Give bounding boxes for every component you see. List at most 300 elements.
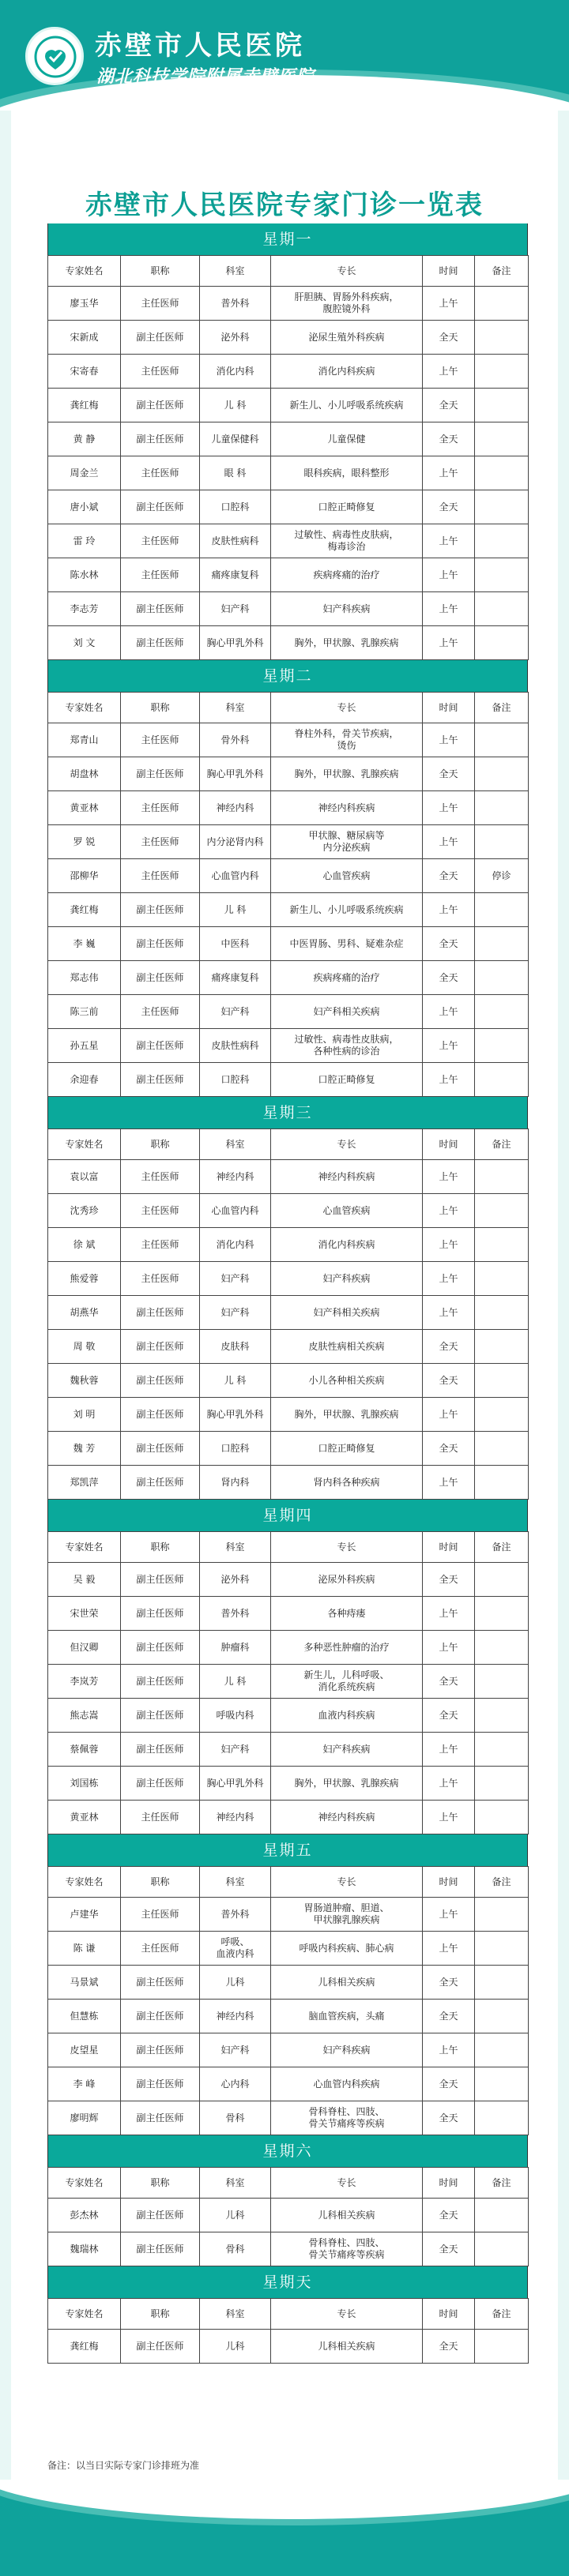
table-cell: 主任医师 <box>121 1801 200 1834</box>
table-row <box>48 2232 529 2266</box>
table-cell <box>475 1262 529 1296</box>
table-cell: 副主任医师 <box>121 1665 200 1699</box>
table-cell: 主任医师 <box>121 287 200 321</box>
table-cell: 主任医师 <box>121 995 200 1029</box>
day-heading: 星期六 <box>47 2135 528 2167</box>
table-cell: 黄亚林 <box>48 1801 121 1834</box>
table-cell <box>475 1432 529 1466</box>
table-cell: 神经内科 <box>200 1801 271 1834</box>
table-cell: 全天 <box>423 961 475 995</box>
table-cell <box>475 592 529 626</box>
table-cell: 皮肤科 <box>200 1330 271 1364</box>
table-cell <box>475 2067 529 2101</box>
day-heading: 星期五 <box>47 1834 528 1866</box>
footnote: 备注：以当日实际专家门诊排班为准 <box>47 2460 200 2471</box>
table-row <box>48 1966 529 2000</box>
table-cell: 新生儿、小儿呼吸系统疾病 <box>271 893 423 927</box>
table-cell: 上午 <box>423 558 475 592</box>
table-row <box>48 859 529 893</box>
table-cell: 郑志伟 <box>48 961 121 995</box>
table-cell <box>475 524 529 558</box>
table-cell: 主任医师 <box>121 1932 200 1966</box>
column-header: 科室 <box>200 2299 271 2330</box>
table-cell: 孙五星 <box>48 1029 121 1063</box>
table-cell <box>475 490 529 524</box>
table-cell: 副主任医师 <box>121 2000 200 2033</box>
table-cell: 上午 <box>423 1160 475 1194</box>
table-cell: 全天 <box>423 321 475 355</box>
column-header: 专长 <box>271 1129 423 1160</box>
table-row <box>48 1699 529 1733</box>
table-cell: 全天 <box>423 927 475 961</box>
table-cell: 主任医师 <box>121 825 200 859</box>
table-cell: 龚红梅 <box>48 389 121 422</box>
column-header: 专长 <box>271 256 423 287</box>
table-row <box>48 1631 529 1665</box>
table-cell <box>475 626 529 660</box>
table-cell: 妇产科 <box>200 1296 271 1330</box>
table-cell: 神经内科 <box>200 791 271 825</box>
table-cell: 副主任医师 <box>121 2199 200 2232</box>
table-cell: 小儿各种相关疾病 <box>271 1364 423 1398</box>
table-cell: 上午 <box>423 1063 475 1097</box>
table-cell: 上午 <box>423 1194 475 1228</box>
table-cell: 泌外科 <box>200 1563 271 1597</box>
table-cell: 心血管疾病 <box>271 859 423 893</box>
table-cell: 陈三前 <box>48 995 121 1029</box>
table-cell: 妇产科 <box>200 1262 271 1296</box>
table-cell <box>475 422 529 456</box>
table-row <box>48 1563 529 1597</box>
table-cell: 龚红梅 <box>48 893 121 927</box>
table-cell: 全天 <box>423 2101 475 2135</box>
schedule-table <box>47 2298 529 2364</box>
table-cell: 上午 <box>423 825 475 859</box>
table-cell <box>475 927 529 961</box>
table-cell: 上午 <box>423 1733 475 1767</box>
column-header: 时间 <box>423 1532 475 1563</box>
column-header: 职称 <box>121 256 200 287</box>
column-header: 职称 <box>121 1129 200 1160</box>
table-header-row <box>48 2168 529 2199</box>
table-cell: 上午 <box>423 1296 475 1330</box>
table-cell: 妇产科疾病 <box>271 2033 423 2067</box>
column-header: 专长 <box>271 2299 423 2330</box>
column-header: 时间 <box>423 693 475 723</box>
table-cell: 副主任医师 <box>121 757 200 791</box>
table-cell <box>475 1228 529 1262</box>
table-cell: 宋世荣 <box>48 1597 121 1631</box>
table-cell: 神经内科 <box>200 2000 271 2033</box>
table-cell <box>475 1932 529 1966</box>
table-row <box>48 389 529 422</box>
table-cell: 龚红梅 <box>48 2330 121 2364</box>
column-header: 专长 <box>271 693 423 723</box>
table-cell: 妇产科 <box>200 592 271 626</box>
table-cell: 彭杰林 <box>48 2199 121 2232</box>
table-row <box>48 1262 529 1296</box>
table-cell: 熊爱蓉 <box>48 1262 121 1296</box>
day-heading: 星期天 <box>47 2266 528 2298</box>
table-cell <box>475 1801 529 1834</box>
table-cell: 全天 <box>423 1330 475 1364</box>
table-cell: 全天 <box>423 1699 475 1733</box>
page-title: 赤壁市人民医院专家门诊一览表 <box>85 190 484 221</box>
table-cell <box>475 389 529 422</box>
column-header: 时间 <box>423 2299 475 2330</box>
table-cell: 魏 芳 <box>48 1432 121 1466</box>
table-cell: 胸心甲乳外科 <box>200 757 271 791</box>
table-cell: 儿 科 <box>200 1665 271 1699</box>
table-cell: 主任医师 <box>121 1160 200 1194</box>
table-cell: 妇产科相关疾病 <box>271 1296 423 1330</box>
column-header: 专家姓名 <box>48 1867 121 1898</box>
table-cell: 儿童保健科 <box>200 422 271 456</box>
column-header: 职称 <box>121 2168 200 2199</box>
table-row <box>48 490 529 524</box>
table-cell: 廖明辉 <box>48 2101 121 2135</box>
table-cell: 中医胃肠、男科、疑难杂症 <box>271 927 423 961</box>
table-cell: 副主任医师 <box>121 961 200 995</box>
table-row <box>48 558 529 592</box>
column-header: 科室 <box>200 2168 271 2199</box>
table-cell: 徐 斌 <box>48 1228 121 1262</box>
column-header: 职称 <box>121 2299 200 2330</box>
table-cell: 黄亚林 <box>48 791 121 825</box>
table-cell: 全天 <box>423 1563 475 1597</box>
table-cell <box>475 893 529 927</box>
table-cell: 痛疼康复科 <box>200 961 271 995</box>
table-cell: 全天 <box>423 2067 475 2101</box>
table-cell: 胃肠道肿瘤、胆道、 甲状腺乳腺疾病 <box>271 1898 423 1932</box>
table-cell: 胸外，甲状腺、乳腺疾病 <box>271 1767 423 1801</box>
table-cell: 副主任医师 <box>121 1966 200 2000</box>
column-header: 职称 <box>121 1867 200 1898</box>
table-cell: 全天 <box>423 757 475 791</box>
table-cell: 儿 科 <box>200 389 271 422</box>
table-cell: 上午 <box>423 1932 475 1966</box>
table-cell: 妇产科 <box>200 2033 271 2067</box>
column-header: 科室 <box>200 693 271 723</box>
schedule-table <box>47 1531 529 1834</box>
table-cell: 上午 <box>423 1466 475 1500</box>
table-cell: 李 峰 <box>48 2067 121 2101</box>
schedule-tables <box>47 223 528 2364</box>
table-cell: 主任医师 <box>121 558 200 592</box>
column-header: 科室 <box>200 256 271 287</box>
column-header: 时间 <box>423 256 475 287</box>
table-header-row <box>48 256 529 287</box>
column-header: 专家姓名 <box>48 1129 121 1160</box>
table-cell <box>475 1898 529 1932</box>
table-cell: 心血管疾病 <box>271 1194 423 1228</box>
table-cell: 儿 科 <box>200 893 271 927</box>
table-cell: 雷 玲 <box>48 524 121 558</box>
table-cell <box>475 1160 529 1194</box>
schedule-table <box>47 255 529 660</box>
table-cell: 全天 <box>423 422 475 456</box>
table-cell: 甲状腺、糖尿病等 内分泌疾病 <box>271 825 423 859</box>
table-cell: 全天 <box>423 1966 475 2000</box>
table-cell: 消化内科疾病 <box>271 1228 423 1262</box>
table-cell <box>475 1699 529 1733</box>
table-cell: 普外科 <box>200 1597 271 1631</box>
table-cell <box>475 2101 529 2135</box>
table-cell <box>475 558 529 592</box>
column-header: 备注 <box>475 1867 529 1898</box>
table-row <box>48 1932 529 1966</box>
table-cell <box>475 1563 529 1597</box>
column-header: 专长 <box>271 1532 423 1563</box>
column-header: 专长 <box>271 1867 423 1898</box>
table-cell: 上午 <box>423 723 475 757</box>
table-cell: 上午 <box>423 2033 475 2067</box>
table-cell <box>475 1330 529 1364</box>
table-cell: 妇产科 <box>200 995 271 1029</box>
table-cell: 副主任医师 <box>121 2232 200 2266</box>
table-cell: 副主任医师 <box>121 1699 200 1733</box>
table-cell: 皮肤性病科 <box>200 524 271 558</box>
table-cell: 黄 静 <box>48 422 121 456</box>
schedule-table <box>47 1128 529 1500</box>
table-cell: 余迎春 <box>48 1063 121 1097</box>
table-cell: 副主任医师 <box>121 2033 200 2067</box>
table-row <box>48 825 529 859</box>
schedule-table <box>47 692 529 1097</box>
table-cell <box>475 995 529 1029</box>
table-row <box>48 995 529 1029</box>
table-cell: 全天 <box>423 859 475 893</box>
table-cell: 副主任医师 <box>121 389 200 422</box>
table-cell: 新生儿，儿科呼吸、 消化系统疾病 <box>271 1665 423 1699</box>
table-cell: 宋寄春 <box>48 355 121 389</box>
table-cell: 宋新成 <box>48 321 121 355</box>
table-row <box>48 2000 529 2033</box>
table-row <box>48 2067 529 2101</box>
table-cell: 全天 <box>423 389 475 422</box>
table-cell: 儿童保健 <box>271 422 423 456</box>
table-cell: 上午 <box>423 1767 475 1801</box>
table-header-row <box>48 1129 529 1160</box>
table-cell: 副主任医师 <box>121 893 200 927</box>
table-cell: 主任医师 <box>121 1898 200 1932</box>
table-row <box>48 1898 529 1932</box>
table-row <box>48 1194 529 1228</box>
table-cell <box>475 321 529 355</box>
table-cell <box>475 1466 529 1500</box>
table-cell: 副主任医师 <box>121 2330 200 2364</box>
table-row <box>48 1364 529 1398</box>
table-cell: 神经内科疾病 <box>271 1801 423 1834</box>
table-cell: 心血管内科 <box>200 1194 271 1228</box>
table-row <box>48 1330 529 1364</box>
table-cell: 副主任医师 <box>121 1330 200 1364</box>
table-cell: 肿瘤科 <box>200 1631 271 1665</box>
table-cell: 上午 <box>423 893 475 927</box>
table-row <box>48 592 529 626</box>
table-cell <box>475 1665 529 1699</box>
table-cell: 唐小斌 <box>48 490 121 524</box>
table-cell: 骨外科 <box>200 723 271 757</box>
table-cell: 副主任医师 <box>121 1364 200 1398</box>
table-cell: 上午 <box>423 1228 475 1262</box>
table-row <box>48 456 529 490</box>
table-cell: 口腔科 <box>200 490 271 524</box>
table-cell <box>475 456 529 490</box>
table-row <box>48 287 529 321</box>
table-cell: 消化内科 <box>200 355 271 389</box>
table-cell: 上午 <box>423 524 475 558</box>
table-cell: 主任医师 <box>121 456 200 490</box>
day-heading: 星期一 <box>47 223 528 255</box>
table-cell: 皮肤性病相关疾病 <box>271 1330 423 1364</box>
table-cell: 主任医师 <box>121 791 200 825</box>
table-cell: 陈 谦 <box>48 1932 121 1966</box>
table-cell: 主任医师 <box>121 723 200 757</box>
table-cell: 心血管内科疾病 <box>271 2067 423 2101</box>
table-cell: 消化内科疾病 <box>271 355 423 389</box>
footer-banner <box>0 2480 569 2576</box>
column-header: 专家姓名 <box>48 256 121 287</box>
table-cell: 上午 <box>423 1898 475 1932</box>
table-cell: 蔡佩蓉 <box>48 1733 121 1767</box>
table-cell: 副主任医师 <box>121 1398 200 1432</box>
table-row <box>48 927 529 961</box>
table-header-row <box>48 693 529 723</box>
column-header: 备注 <box>475 1532 529 1563</box>
table-cell: 口腔正畸修复 <box>271 490 423 524</box>
table-cell: 副主任医师 <box>121 1063 200 1097</box>
table-cell <box>475 1733 529 1767</box>
table-cell: 李岚芳 <box>48 1665 121 1699</box>
table-cell: 上午 <box>423 355 475 389</box>
column-header: 科室 <box>200 1867 271 1898</box>
table-cell <box>475 1966 529 2000</box>
column-header: 备注 <box>475 256 529 287</box>
hospital-name: 赤壁市人民医院 <box>95 30 305 62</box>
table-cell: 副主任医师 <box>121 592 200 626</box>
table-row <box>48 1398 529 1432</box>
table-row <box>48 893 529 927</box>
table-cell: 上午 <box>423 1262 475 1296</box>
table-cell: 口腔科 <box>200 1063 271 1097</box>
table-cell: 肾内科各种疾病 <box>271 1466 423 1500</box>
table-cell: 但汉卿 <box>48 1631 121 1665</box>
table-row <box>48 1801 529 1834</box>
table-cell <box>475 2000 529 2033</box>
table-cell: 肾内科 <box>200 1466 271 1500</box>
table-cell: 多种恶性肿瘤的治疗 <box>271 1631 423 1665</box>
table-cell: 罗 锐 <box>48 825 121 859</box>
column-header: 科室 <box>200 1532 271 1563</box>
table-row <box>48 355 529 389</box>
table-cell <box>475 1194 529 1228</box>
table-cell: 胸心甲乳外科 <box>200 1398 271 1432</box>
table-cell: 副主任医师 <box>121 1296 200 1330</box>
table-row <box>48 524 529 558</box>
table-cell: 过敏性、病毒性皮肤病， 梅毒诊治 <box>271 524 423 558</box>
table-cell: 儿科 <box>200 2330 271 2364</box>
table-cell: 胸外，甲状腺、乳腺疾病 <box>271 626 423 660</box>
right-border-band <box>558 111 569 2480</box>
table-cell: 上午 <box>423 1597 475 1631</box>
table-cell: 儿科相关疾病 <box>271 2330 423 2364</box>
table-cell <box>475 961 529 995</box>
table-cell: 胡燕华 <box>48 1296 121 1330</box>
table-cell: 主任医师 <box>121 859 200 893</box>
table-cell: 儿科相关疾病 <box>271 1966 423 2000</box>
table-row <box>48 321 529 355</box>
column-header: 时间 <box>423 2168 475 2199</box>
column-header: 职称 <box>121 1532 200 1563</box>
table-cell: 骨科 <box>200 2232 271 2266</box>
table-cell: 新生儿、小儿呼吸系统疾病 <box>271 389 423 422</box>
table-cell: 妇产科 <box>200 1733 271 1767</box>
table-cell <box>475 287 529 321</box>
table-cell: 上午 <box>423 1631 475 1665</box>
table-cell: 泌尿生殖外科疾病 <box>271 321 423 355</box>
table-cell: 上午 <box>423 995 475 1029</box>
table-row <box>48 422 529 456</box>
table-cell <box>475 757 529 791</box>
table-cell <box>475 825 529 859</box>
table-row <box>48 1665 529 1699</box>
table-cell: 全天 <box>423 2330 475 2364</box>
table-cell: 呼吸内科疾病、肺心病 <box>271 1932 423 1966</box>
table-cell: 儿 科 <box>200 1364 271 1398</box>
table-cell: 全天 <box>423 1364 475 1398</box>
table-cell: 李志芳 <box>48 592 121 626</box>
table-cell: 胡盘林 <box>48 757 121 791</box>
table-cell: 口腔正畸修复 <box>271 1063 423 1097</box>
table-cell: 神经内科疾病 <box>271 1160 423 1194</box>
table-cell: 心血管内科 <box>200 859 271 893</box>
table-row <box>48 2330 529 2364</box>
table-row <box>48 1733 529 1767</box>
table-cell: 胸外，甲状腺、乳腺疾病 <box>271 1398 423 1432</box>
table-row <box>48 1466 529 1500</box>
column-header: 专家姓名 <box>48 2168 121 2199</box>
table-row <box>48 1597 529 1631</box>
table-cell: 主任医师 <box>121 1262 200 1296</box>
table-row <box>48 757 529 791</box>
table-cell: 上午 <box>423 592 475 626</box>
table-header-row <box>48 1867 529 1898</box>
table-cell: 邵柳华 <box>48 859 121 893</box>
table-cell: 儿科 <box>200 1966 271 2000</box>
table-cell: 刘 文 <box>48 626 121 660</box>
table-cell: 副主任医师 <box>121 626 200 660</box>
hospital-logo <box>25 27 84 85</box>
table-cell: 副主任医师 <box>121 927 200 961</box>
table-cell: 中医科 <box>200 927 271 961</box>
table-cell: 副主任医师 <box>121 490 200 524</box>
table-cell: 马景斌 <box>48 1966 121 2000</box>
table-row <box>48 961 529 995</box>
table-cell: 刘国栋 <box>48 1767 121 1801</box>
table-cell: 上午 <box>423 791 475 825</box>
table-cell: 妇产科疾病 <box>271 1262 423 1296</box>
table-cell: 骨科脊柱、四肢、 骨关节痛疼等疾病 <box>271 2232 423 2266</box>
table-cell <box>475 1597 529 1631</box>
table-cell: 血液内科疾病 <box>271 1699 423 1733</box>
table-cell: 沈秀珍 <box>48 1194 121 1228</box>
table-cell: 副主任医师 <box>121 1563 200 1597</box>
table-cell: 但慧栋 <box>48 2000 121 2033</box>
table-cell: 泌尿外科疾病 <box>271 1563 423 1597</box>
day-heading: 星期二 <box>47 660 528 692</box>
table-cell: 脑血管疾病，头痛 <box>271 2000 423 2033</box>
